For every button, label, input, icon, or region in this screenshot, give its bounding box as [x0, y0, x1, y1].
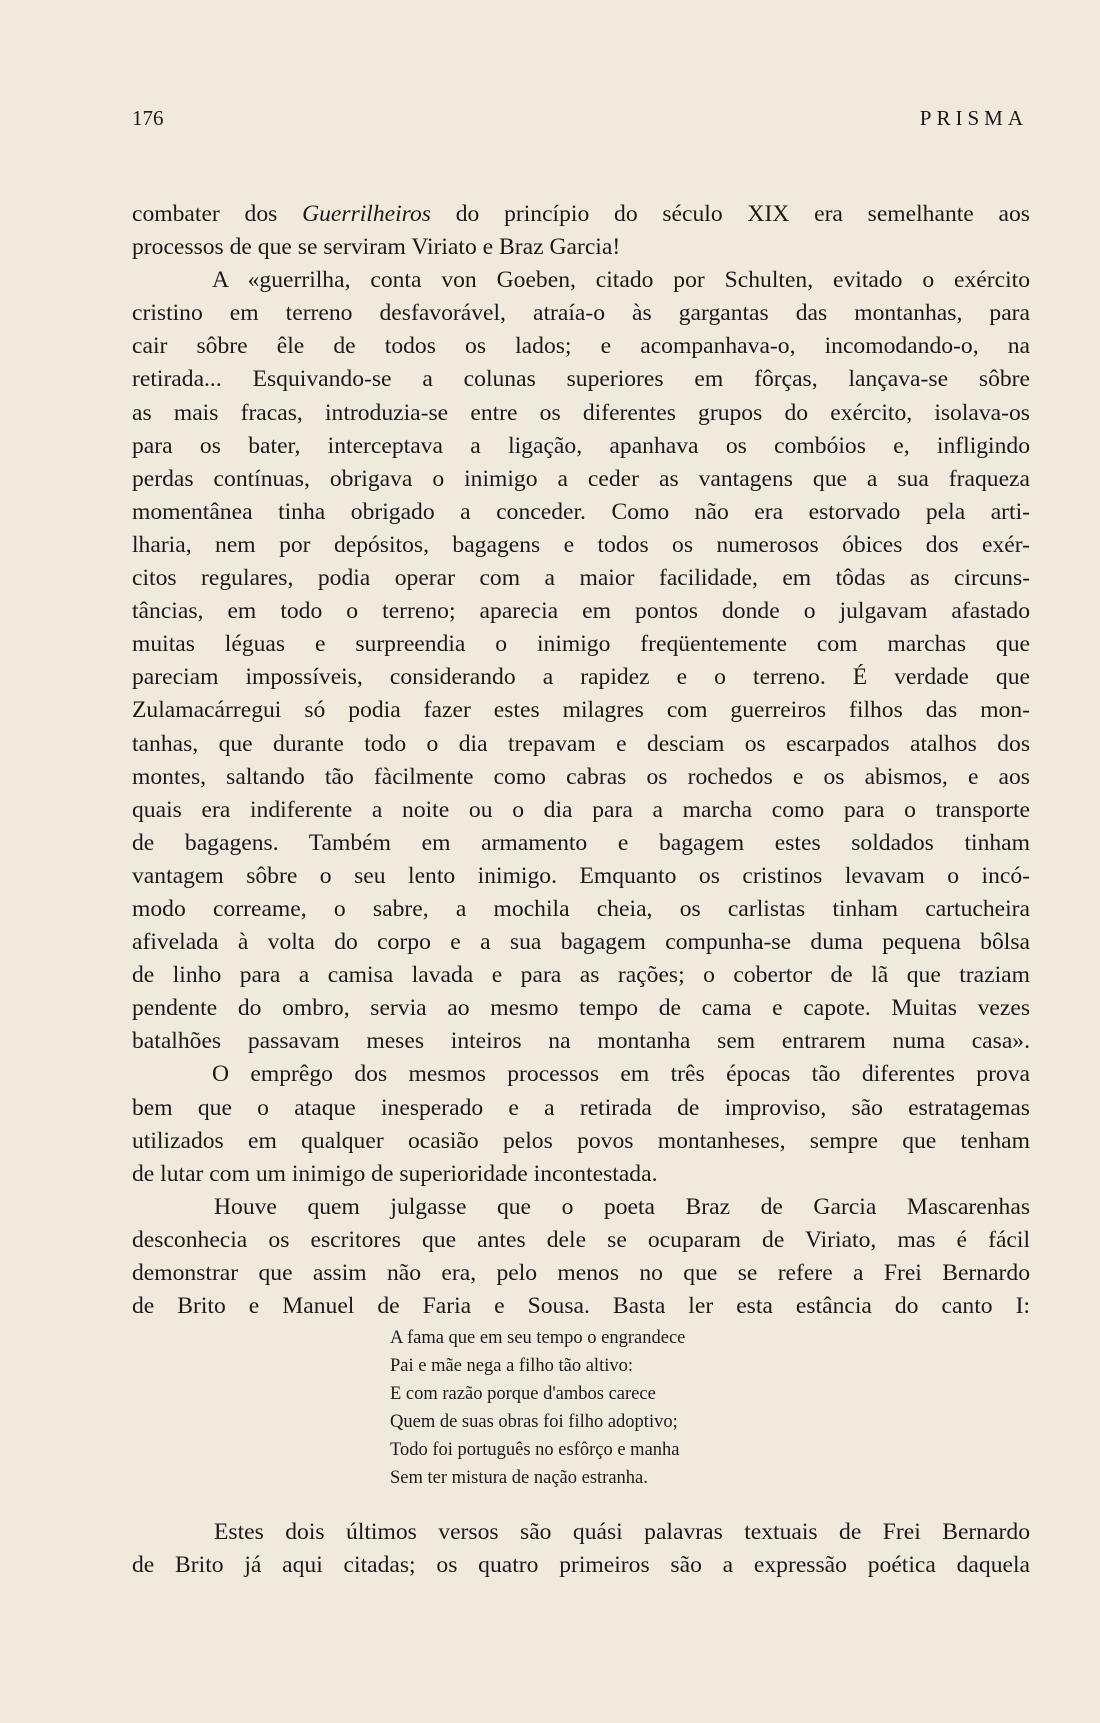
- verse-line: A fama que em seu tempo o engrandece: [390, 1328, 686, 1348]
- text-line: pareciam impossíveis, considerando a rapidez e o terreno. É verdade que: [132, 664, 1030, 691]
- poem-stanza: [390, 1324, 685, 1493]
- text-line: tâncias, em todo o terreno; aparecia em pontos donde o julgavam afastado: [132, 598, 1030, 625]
- text-line: O emprêgo dos mesmos processos em três épocas tão diferentes prova: [212, 1061, 1030, 1088]
- page-header: [132, 106, 1028, 134]
- text-line: tanhas, que durante todo o dia trepavam e desciam os escarpados atalhos dos: [132, 730, 1030, 757]
- text-line: muitas léguas e surpreendia o inimigo freqüentemente com marchas que: [132, 631, 1030, 658]
- text-line: citos regulares, podia operar com a maior facilidade, em tôdas as circuns-: [132, 565, 1030, 592]
- verse-line: Todo foi português no esfôrço e manha: [390, 1440, 680, 1461]
- text-line: de linho para a camisa lavada e para as rações; o cobertor de lã que traziam: [132, 962, 1030, 989]
- text-line: utilizados em qualquer ocasião pelos povos montanheses, sempre que tenham: [132, 1127, 1030, 1154]
- text-line: A «guerrilha, conta von Goeben, citado por Schulten, evitado o exército: [212, 267, 1030, 294]
- text-line: bem que o ataque inesperado e a retirada de improviso, são estratagemas: [132, 1094, 1030, 1121]
- text-line: modo correame, o sabre, a mochila cheia, os carlistas tinham cartucheira: [132, 895, 1030, 922]
- text-line: de bagagens. Também em armamento e bagagem estes soldados tinham: [132, 829, 1030, 856]
- text-line: quais era indiferente a noite ou o dia para a marcha como para o transporte: [132, 796, 1030, 823]
- body-text: [132, 198, 1030, 1323]
- text-line: [132, 198, 1030, 231]
- verse-line: E com razão porque d'ambos carece: [390, 1384, 656, 1405]
- text-line: de Brito e Manuel de Faria e Sousa. Basta ler esta estância do canto I:: [132, 1293, 1030, 1320]
- text-line: vantagem sôbre o seu lento inimigo. Emquanto os cristinos levavam o incó-: [132, 862, 1030, 889]
- text-run: combater dos: [132, 201, 303, 227]
- text-line: desconhecia os escritores que antes dele se ocuparam de Viriato, mas é fácil: [132, 1226, 1030, 1253]
- text-line: cair sôbre êle de todos os lados; e acompanhava-o, incomodando-o, na: [132, 333, 1030, 360]
- text-line: processos de que se serviram Viriato e Braz Garcia!: [132, 234, 621, 261]
- text-line: Houve quem julgasse que o poeta Braz de Garcia Mascarenhas: [214, 1193, 1030, 1220]
- text-line: lharia, nem por depósitos, bagagens e todos os numerosos óbices dos exér-: [132, 531, 1030, 558]
- page-number: 176: [132, 106, 164, 130]
- text-line: retirada... Esquivando-se a colunas superiores em fôrças, lançava-se sôbre: [132, 366, 1030, 393]
- closing-paragraph: [132, 1516, 1030, 1582]
- text-line: momentânea tinha obrigado a conceder. Como não era estorvado pela arti-: [132, 498, 1030, 525]
- text-line: cristino em terreno desfavorável, atraía-o às gargantas das montanhas, para: [132, 300, 1030, 327]
- running-title: PRISMA: [919, 106, 1028, 130]
- text-line: montes, saltando tão fàcilmente como cabras os rochedos e os abismos, e aos: [132, 763, 1030, 790]
- verse-line: Sem ter mistura de nação estranha.: [390, 1468, 648, 1489]
- text-line: demonstrar que assim não era, pelo menos no que se refere a Frei Bernardo: [132, 1260, 1030, 1286]
- verse-line: Quem de suas obras foi filho adoptivo;: [390, 1412, 678, 1433]
- text-line: para os bater, interceptava a ligação, apanhava os combóios e, infligindo: [132, 432, 1030, 459]
- verse-line: Pai e mãe nega a filho tão altivo:: [390, 1356, 633, 1377]
- text-line: de Brito já aqui citadas; os quatro primeiros são a expressão poética daquela: [132, 1552, 1030, 1579]
- italic-term: Guerrilheiros: [302, 201, 431, 227]
- text-line: Estes dois últimos versos são quási palavras textuais de Frei Bernardo: [214, 1519, 1030, 1545]
- text-line: afivelada à volta do corpo e a sua bagagem compunha-se duma pequena bôlsa: [132, 929, 1030, 956]
- text-line: as mais fracas, introduzia-se entre os diferentes grupos do exército, isolava-os: [132, 399, 1030, 426]
- text-line: perdas contínuas, obrigava o inimigo a ceder as vantagens que a sua fraqueza: [132, 465, 1030, 492]
- text-line: batalhões passavam meses inteiros na montanha sem entrarem numa casa».: [132, 1028, 1030, 1055]
- text-run: do princípio do século XIX era semelhante aos: [430, 201, 1030, 227]
- text-line: de lutar com um inimigo de superioridade incontestada.: [132, 1160, 658, 1187]
- text-line: pendente do ombro, servia ao mesmo tempo de cama e capote. Muitas vezes: [132, 995, 1030, 1022]
- text-line: Zulamacárregui só podia fazer estes milagres com guerreiros filhos das mon-: [132, 697, 1030, 724]
